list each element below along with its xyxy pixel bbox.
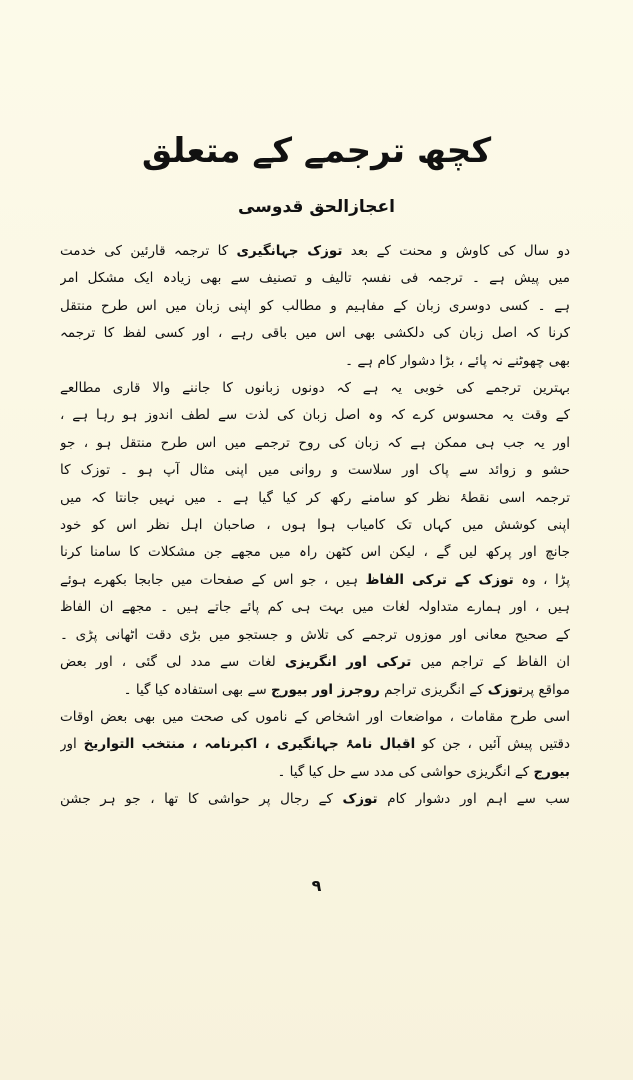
text-line: بہترین ترجمے کی خوبی یہ ہے کہ دونوں زبانوں کا جاننے والا قاری مطالعے — [60, 380, 570, 397]
text-line: اسی طرح مقامات ، مواضعات اور اشخاص کے ناموں کی صحت میں بھی بعض اوقات — [60, 708, 570, 725]
page-title: کچھ ترجمے کے متعلق — [141, 131, 492, 171]
body-text — [60, 238, 570, 814]
text-line: ترجمہ اسی نقطۂ نظر کو سامنے رکھ کر کیا گیا ہے ۔ میں نہیں جانتا کہ میں — [60, 489, 570, 506]
text-line: جانچ اور پرکھ لیں گے ، لیکن اس کٹھن راہ میں مجھے جن مشکلات کا سامنا کرنا — [60, 544, 570, 561]
text-line: بھی چھوٹنے نہ پائے ، بڑا دشوار کام ہے ۔ — [345, 352, 570, 369]
page-number: ۹ — [311, 876, 322, 895]
text-line: میں پیش ہے ۔ ترجمہ فی نفسہٖ تالیف و تصنیف سے بھی زیادہ ایک مشکل امر — [60, 270, 570, 287]
text-line: حشو و زوائد سے پاک اور سلاست و روانی میں اپنی مثال آپ ہو ۔ توزک کا — [60, 462, 570, 479]
text-line: اپنی کوشش میں کہاں تک کامیاب ہوا ہوں ، صاحبان اہل نظر اس کو خود — [60, 517, 570, 534]
text-line: کے صحیح معانی اور موزوں ترجمے کی تلاش و جستجو میں بڑی دقت اٹھانی پڑی ۔ — [60, 626, 570, 643]
text-line: کرنا کہ اصل زبان کی دلکشی بھی اس میں باقی رہے ، اور کسی لفظ کا ترجمہ — [60, 325, 570, 342]
text-line: پڑا ، وہ توزک کے ترکی الفاظ ہیں ، جو اس کے صفحات میں جابجا بکھرے ہوئے — [60, 571, 570, 588]
text-line: اور یہ جب ہی ممکن ہے کہ زبان کی روح ترجمے میں اس طرح منتقل ہو ، جو — [60, 434, 570, 451]
text-line: ہے ۔ کسی دوسری زبان کے مفاہیم و مطالب کو اپنی زبان میں اس طرح منتقل — [60, 297, 570, 314]
text-line: ہیں ، اور ہمارے متداولہ لغات میں بہت ہی کم پائے جاتے ہیں ۔ مجھے ان الفاظ — [60, 599, 570, 616]
text-line: ان الفاظ کے تراجم میں ترکی اور انگریزی لغات سے مدد لی گئی ، اور بعض — [60, 654, 570, 671]
text-line: مواقع پرتوزک کے انگریزی تراجم روجرز اور بیورج سے بھی استفادہ کیا گیا ۔ — [123, 681, 570, 698]
text-line: سب سے اہم اور دشوار کام توزک کے رجال پر حواشی کا تھا ، جو ہر جشن — [60, 791, 570, 808]
text-line: کے وقت یہ محسوس کرے کہ وہ اصل زبان کی لذت سے لطف اندوز ہو رہا ہے ، — [60, 407, 570, 424]
text-line: دقتیں پیش آئیں ، جن کو اقبال نامۂ جہانگیری ، اکبرنامہ ، منتخب التواریخ اور — [60, 736, 570, 753]
author-name: اعجازالحق قدوسی — [237, 197, 395, 217]
text-line: دو سال کی کاوش و محنت کے بعد توزک جہانگیری کا ترجمہ قارئین کی خدمت — [60, 243, 570, 259]
text-line: بیورج کے انگریزی حواشی کی مدد سے حل کیا گیا ۔ — [277, 763, 570, 780]
